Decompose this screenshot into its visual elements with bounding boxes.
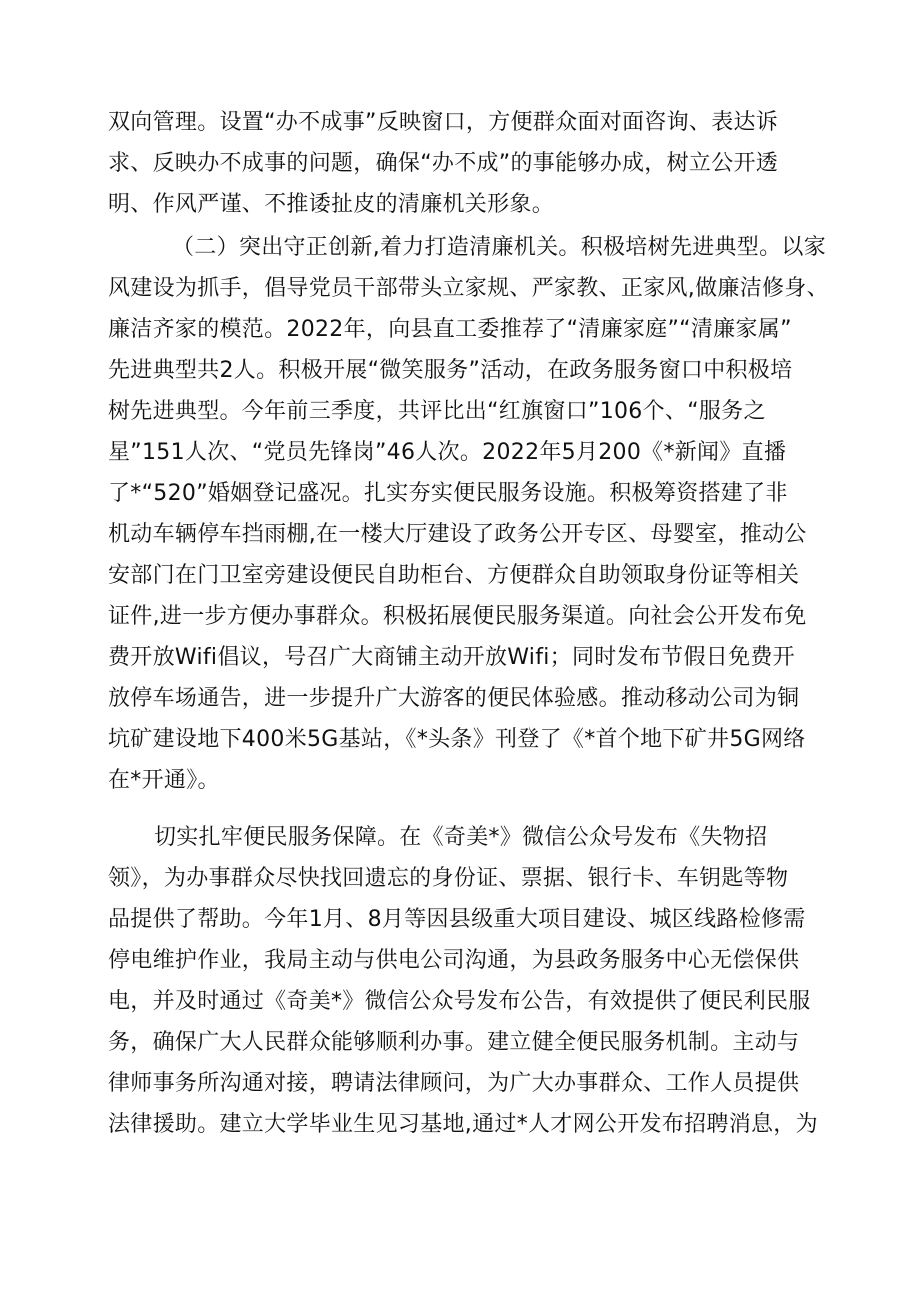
text-line: 求、反映办不成事的问题，确保“办不成”的事能够办成，树立公开透 (108, 151, 779, 176)
text-line: 树先进典型。今年前三季度，共评比出“红旗窗口”106个、“服务之 (108, 399, 766, 424)
text-line: 领》，为办事群众尽快找回遗忘的身份证、票据、银行卡、车钥匙等物 (108, 866, 789, 891)
text-line: 务，确保广大人民群众能够顺利办事。建立健全便民服务机制。主动与 (108, 1030, 800, 1055)
text-line: 律师事务所沟通对接，聘请法律顾问，为广大办事群众、工作人员提供 (108, 1071, 800, 1096)
text-line: 电，并及时通过《奇美*》微信公众号发布公告，有效提供了便民利民服 (108, 989, 811, 1014)
text-line: 品提供了帮助。今年1月、8月等因县级重大项目建设、城区线路检修需 (108, 907, 806, 932)
text-line: 安部门在门卫室旁建设便民自助柜台、方便群众自助领取身份证等相关 (108, 563, 800, 588)
text-line: 法律援助。建立大学毕业生见习基地,通过*人才网公开发布招聘消息，为 (108, 1112, 818, 1137)
text-line: 费开放Wifi倡议，号召广大商铺主动开放Wifi；同时发布节假日免费开 (108, 645, 795, 670)
text-line: 双向管理。设置“办不成事”反映窗口，方便群众面对面咨询、表达诉 (108, 110, 779, 135)
text-line: 廉洁齐家的模范。2022年，向县直工委推荐了“清廉家庭”“清廉家属” (108, 317, 792, 342)
text-line: 明、作风严谨、不推诿扯皮的清廉机关形象。 (108, 192, 555, 217)
text-line: 先进典型共2人。积极开展“微笑服务”活动，在政务服务窗口中积极培 (108, 358, 793, 383)
text-line: 在*开通》。 (108, 768, 220, 793)
text-line: 放停车场通告，进一步提升广大游客的便民体验感。推动移动公司为铜 (108, 686, 800, 711)
text-line: 机动车辆停车挡雨棚,在一楼大厅建设了政务公开专区、母婴室，推动公 (108, 522, 807, 547)
text-line: 停电维护作业，我局主动与供电公司沟通，为县政务服务中心无偿保供 (108, 948, 800, 973)
paragraph-heading-line: （二）突出守正创新,着力打造清廉机关。积极培树先进典型。以家 (172, 235, 826, 260)
text-line: 风建设为抓手，倡导党员干部带头立家规、严家教、正家风,做廉洁修身、 (108, 276, 829, 301)
paragraph-start-line: 切实扎牢便民服务保障。在《奇美*》微信公众号发布《失物招 (154, 825, 768, 850)
text-line: 星”151人次、“党员先锋岗”46人次。2022年5月200《*新闻》直播 (108, 440, 787, 465)
text-line: 证件,进一步方便办事群众。积极拓展便民服务渠道。向社会公开发布免 (108, 604, 807, 629)
text-line: 坑矿建设地下400米5G基站，《*头条》刊登了《*首个地下矿井5G网络 (108, 727, 806, 752)
text-line: 了*“520”婚姻登记盛况。扎实夯实便民服务设施。积极筹资搭建了非 (108, 481, 788, 506)
